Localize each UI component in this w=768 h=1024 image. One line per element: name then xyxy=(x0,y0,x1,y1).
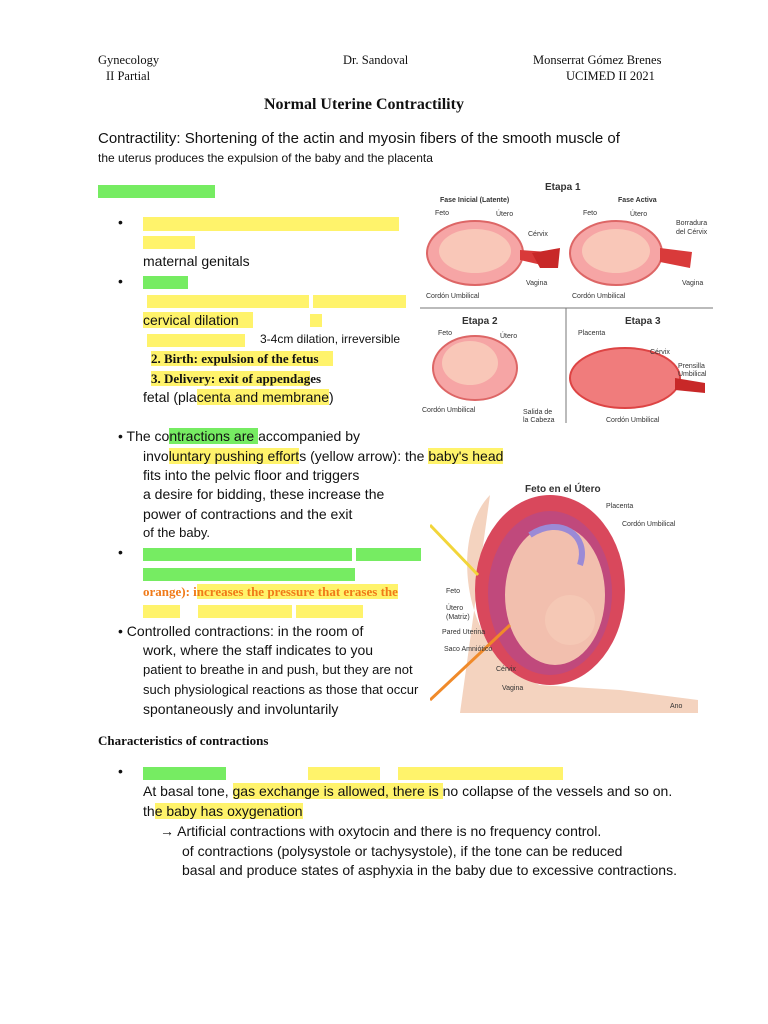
header-institution: UCIMED II 2021 xyxy=(566,69,655,83)
cervical-dilation-text: cervical dilation xyxy=(143,312,253,328)
step-delivery: 3. Delivery: exit of appendages xyxy=(151,371,322,386)
svg-text:del Cérvix: del Cérvix xyxy=(676,229,708,236)
step-birth: 2. Birth: expulsion of the fetus xyxy=(151,351,333,367)
svg-text:Vagina: Vagina xyxy=(502,685,524,692)
contractions-line-5: power of contractions and the exit xyxy=(143,506,353,522)
svg-text:Cérvix: Cérvix xyxy=(528,231,548,238)
svg-text:Prensilla: Prensilla xyxy=(678,363,705,370)
fetus-in-uterus-figure xyxy=(430,475,698,713)
svg-text:Ano: Ano xyxy=(670,703,683,710)
maternal-genitals-text: maternal genitals xyxy=(143,253,250,269)
svg-text:la Cabeza: la Cabeza xyxy=(523,417,555,423)
svg-text:Útero: Útero xyxy=(500,333,518,340)
svg-text:Vagina: Vagina xyxy=(526,280,548,287)
highlight-bar xyxy=(143,236,195,249)
label-fase-inicial: Fase Inicial (Latente) xyxy=(440,197,510,204)
characteristics-line-2: the baby has oxygenation xyxy=(143,803,303,819)
page-title: Normal Uterine Contractility xyxy=(264,96,464,113)
svg-text:Cordón Umbilical: Cordón Umbilical xyxy=(622,521,676,528)
highlight-bar xyxy=(143,217,399,231)
bullet: • xyxy=(118,214,123,230)
highlight-bar xyxy=(143,605,180,618)
svg-text:(Matriz): (Matriz) xyxy=(446,614,470,621)
svg-text:Cérvix: Cérvix xyxy=(650,349,670,356)
header-author: Monserrat Gómez Brenes xyxy=(533,53,662,67)
highlight-bar xyxy=(198,605,292,618)
characteristics-line-1: At basal tone, gas exchange is allowed, there is no collapse of the vessels and so on. xyxy=(143,783,673,799)
highlight-bar xyxy=(310,314,322,327)
svg-text:Útero: Útero xyxy=(496,211,514,218)
svg-text:Feto: Feto xyxy=(446,588,461,595)
label-feto-en-el-utero: Feto en el Útero xyxy=(525,484,601,495)
svg-text:Cordón Umbilical: Cordón Umbilical xyxy=(422,407,476,414)
svg-text:Salida de: Salida de xyxy=(523,409,553,416)
intro-line-2: the uterus produces the expulsion of the baby and the placenta xyxy=(98,151,433,165)
bullet: • xyxy=(118,273,123,289)
svg-text:Etapa 3: Etapa 3 xyxy=(625,316,661,327)
orange-arrow-text: orange): increases the pressure that erases the xyxy=(143,584,398,599)
highlight-bar xyxy=(308,767,380,780)
contractions-line-6: of the baby. xyxy=(143,525,210,540)
svg-text:Saco Amniótico: Saco Amniótico xyxy=(444,646,493,653)
svg-text:Placenta: Placenta xyxy=(578,330,606,337)
highlight-bar xyxy=(143,568,355,581)
contractions-line-4: a desire for bidding, these increase the xyxy=(143,486,385,502)
highlight-bar xyxy=(147,295,309,308)
contractions-line-1: • The contractions are accompanied by xyxy=(118,428,361,444)
controlled-line-2: work, where the staff indicates to you xyxy=(143,642,374,658)
highlight-bar xyxy=(356,548,421,561)
dilation-note: 3-4cm dilation, irreversible xyxy=(260,332,401,346)
characteristics-line-3: → Artificial contractions with oxytocin and there is no frequency control. xyxy=(160,823,602,839)
svg-text:Feto: Feto xyxy=(583,210,598,217)
controlled-line-5: spontaneously and involuntarily xyxy=(143,701,339,717)
highlight-bar xyxy=(98,185,215,198)
svg-text:Útero: Útero xyxy=(630,211,648,218)
controlled-line-1: • Controlled contractions: in the room of xyxy=(118,623,364,639)
svg-text:Cordón Umbilical: Cordón Umbilical xyxy=(426,293,480,300)
svg-text:Cérvix: Cérvix xyxy=(496,666,516,673)
contractions-line-3: fits into the pelvic floor and triggers xyxy=(143,467,360,483)
fetus-shape xyxy=(505,525,605,665)
bullet: • xyxy=(118,763,123,779)
label-etapa-1: Etapa 1 xyxy=(545,182,581,193)
highlight-bar xyxy=(143,767,226,780)
highlight-bar xyxy=(147,334,245,347)
labor-stages-figure xyxy=(420,178,713,423)
characteristics-line-5: basal and produce states of asphyxia in the baby due to excessive contractions. xyxy=(182,862,677,878)
highlight-bar xyxy=(143,276,188,289)
fetus-shape xyxy=(439,229,511,273)
characteristics-heading: Characteristics of contractions xyxy=(98,733,269,748)
svg-text:Útero: Útero xyxy=(446,605,464,612)
header-subject: Gynecology xyxy=(98,53,160,67)
svg-text:Etapa 2: Etapa 2 xyxy=(462,316,498,327)
characteristics-line-4: of contractions (polysystole or tachysystole), if the tone can be reduced xyxy=(182,843,623,859)
highlight-bar xyxy=(296,605,363,618)
svg-text:Cordón Umbilical: Cordón Umbilical xyxy=(572,293,626,300)
highlight-bar xyxy=(313,295,406,308)
highlight-bar xyxy=(398,767,563,780)
bullet: • xyxy=(118,544,123,560)
controlled-line-3: patient to breathe in and push, but they are not xyxy=(143,662,413,677)
highlight-bar xyxy=(143,548,352,561)
header-partial: II Partial xyxy=(106,69,151,83)
controlled-line-4: such physiological reactions as those that occur xyxy=(143,682,419,697)
svg-text:Placenta: Placenta xyxy=(606,503,634,510)
svg-text:Vagina: Vagina xyxy=(682,280,704,287)
svg-text:Borradura: Borradura xyxy=(676,220,708,227)
svg-text:Pared Uterina: Pared Uterina xyxy=(442,629,486,636)
svg-text:Cordón Umbilical: Cordón Umbilical xyxy=(606,417,660,423)
svg-text:Feto: Feto xyxy=(438,330,453,337)
label-fase-activa: Fase Activa xyxy=(618,197,657,204)
contractions-line-2: involuntary pushing efforts (yellow arrow): the baby's head xyxy=(143,448,504,464)
fetal-text: fetal (placenta and membrane) xyxy=(143,389,334,405)
header-doctor: Dr. Sandoval xyxy=(343,53,409,67)
intro-line-1: Contractility: Shortening of the actin and myosin fibers of the smooth muscle of xyxy=(98,130,620,147)
svg-text:Umbilical: Umbilical xyxy=(678,371,707,378)
svg-text:Feto: Feto xyxy=(435,210,450,217)
